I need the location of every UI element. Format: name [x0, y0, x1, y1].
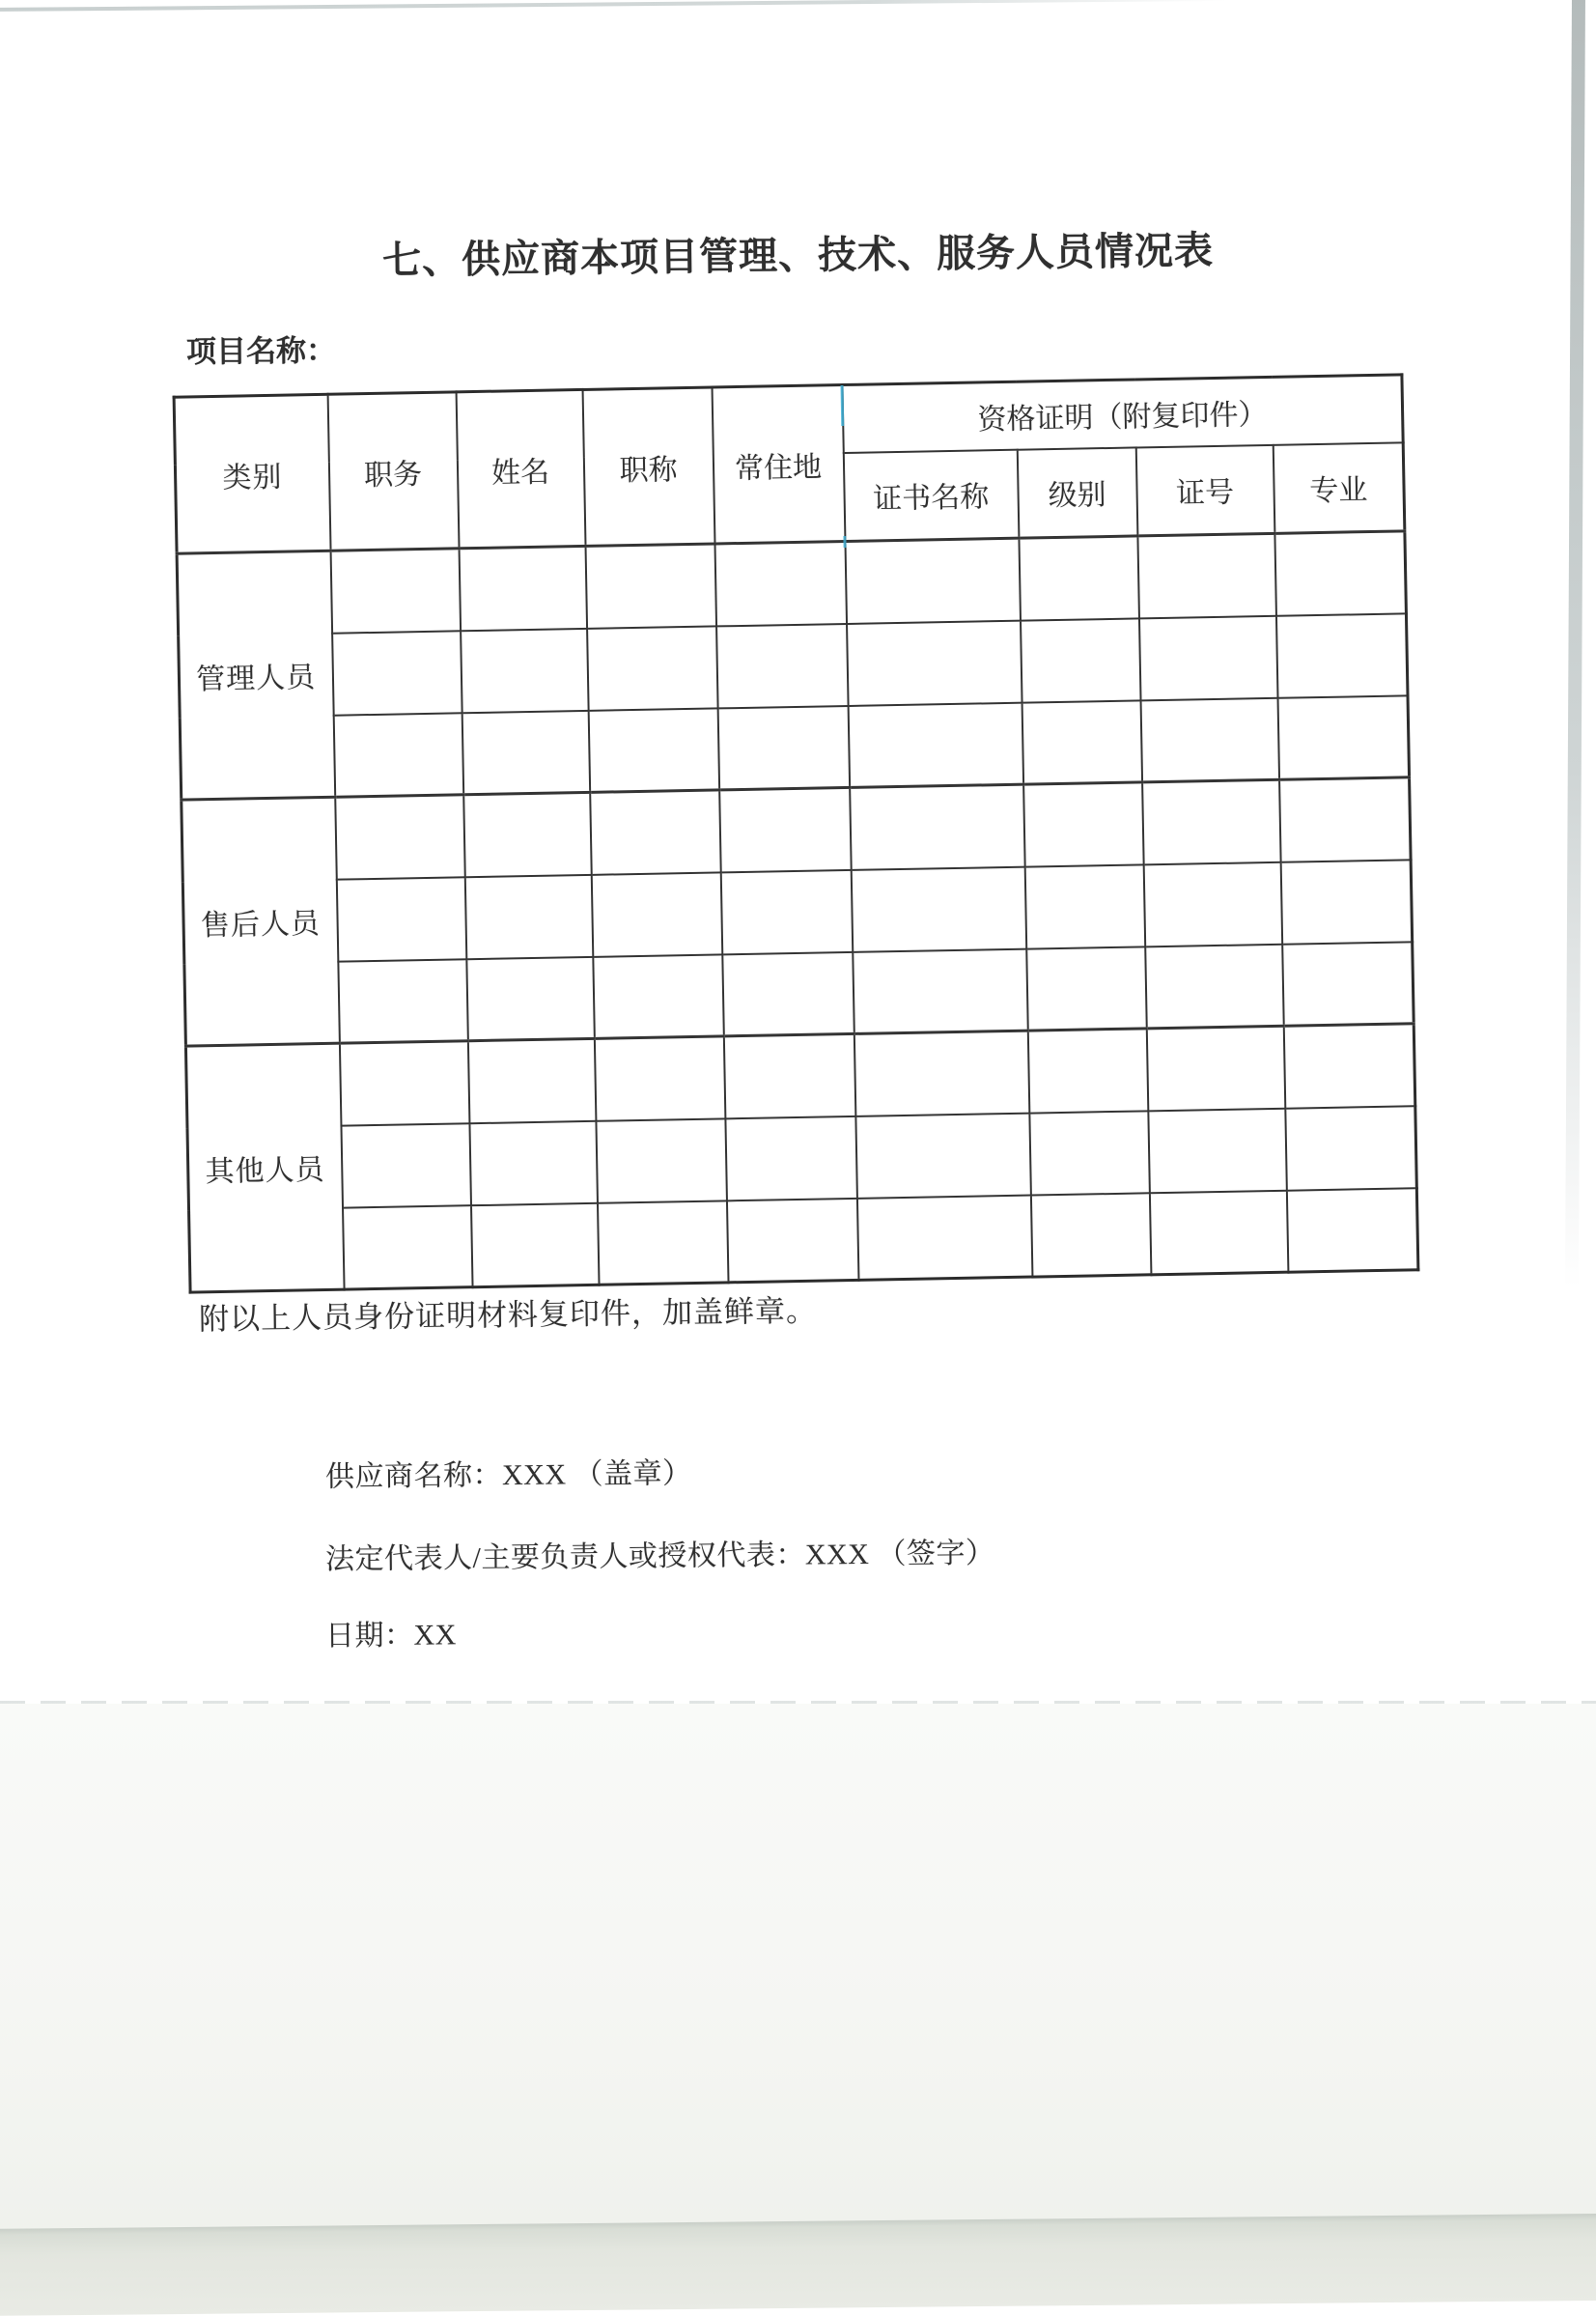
table-cell — [1140, 697, 1279, 782]
table-cell — [1143, 861, 1282, 946]
table-cell — [335, 795, 465, 879]
table-cell — [338, 959, 468, 1043]
col-header-cert-no: 证号 — [1135, 444, 1274, 536]
table-cell — [1277, 695, 1410, 779]
table-cell — [336, 877, 466, 961]
table-cell — [1023, 782, 1144, 866]
table-cell — [466, 956, 595, 1040]
table-cell — [461, 628, 589, 712]
table-cell — [588, 708, 719, 792]
table-cell — [847, 620, 1022, 705]
table-cell — [851, 866, 1026, 951]
scan-bottom-edge-band — [0, 2213, 1596, 2316]
table-cell — [719, 787, 852, 871]
table-cell — [1149, 1190, 1288, 1275]
table-cell — [593, 954, 724, 1038]
table-cell — [1145, 944, 1284, 1029]
col-header-qualification: 资格证明（附复印件） — [842, 375, 1403, 453]
col-header-category: 类别 — [174, 394, 330, 553]
scan-bottom-gray-area — [0, 1704, 1596, 2258]
row-group-label-management: 管理人员 — [177, 551, 335, 800]
supplier-name-line: 供应商名称：XXX （盖章） — [324, 1457, 692, 1493]
col-header-level: 级别 — [1017, 447, 1137, 538]
row-group-label-aftersales: 售后人员 — [182, 797, 340, 1046]
table-cell — [470, 1202, 599, 1286]
scan-right-edge-artifact — [1565, 0, 1585, 1288]
table-cell — [1286, 1188, 1418, 1272]
table-cell — [1280, 860, 1413, 944]
table-cell — [330, 549, 461, 633]
table-cell — [1275, 613, 1408, 697]
table-cell — [464, 874, 593, 958]
table-cell — [714, 541, 847, 625]
table-cell — [726, 1198, 858, 1282]
table-cell — [720, 869, 853, 953]
table-cell — [1146, 1026, 1285, 1111]
table-cell — [343, 1205, 473, 1289]
table-cell — [1020, 618, 1140, 702]
col-header-name: 姓名 — [456, 389, 585, 548]
table-cell — [462, 710, 590, 794]
table-note: 附以上人员身份证明材料复印件，加盖鲜章。 — [198, 1293, 818, 1337]
col-header-position: 职务 — [327, 392, 459, 551]
table-cell — [333, 713, 463, 797]
table-cell — [722, 951, 854, 1035]
table-cell — [469, 1120, 598, 1204]
table-cell — [1285, 1106, 1417, 1190]
personnel-table-wrap — [173, 373, 1417, 1293]
col-header-major: 专业 — [1273, 442, 1405, 533]
table-cell — [1274, 531, 1407, 615]
table-cell — [1137, 533, 1276, 618]
representative-line: 法定代表人/主要负责人或授权代表：XXX （签字） — [324, 1537, 995, 1576]
table-cell — [1029, 1111, 1150, 1195]
table-cell — [594, 1036, 725, 1120]
table-cell — [848, 702, 1023, 787]
table-cell — [1027, 1029, 1148, 1113]
row-group-label-other: 其他人员 — [185, 1043, 344, 1292]
table-cell — [332, 631, 462, 715]
table-cell — [591, 872, 722, 956]
scan-cyan-line-artifact-2 — [843, 536, 846, 548]
col-header-cert-name: 证书名称 — [843, 449, 1019, 541]
table-cell — [587, 626, 718, 710]
table-cell — [717, 705, 850, 789]
table-cell — [845, 538, 1021, 623]
table-cell — [1148, 1108, 1287, 1193]
table-cell — [1024, 864, 1145, 948]
table-cell — [1138, 615, 1277, 700]
table-cell — [856, 1195, 1032, 1280]
table-cell — [597, 1200, 728, 1285]
table-cell — [855, 1113, 1031, 1198]
table-cell — [339, 1041, 469, 1125]
table-cell — [725, 1116, 857, 1200]
table-cell — [1019, 536, 1139, 620]
table-cell — [341, 1123, 471, 1207]
table-cell — [459, 546, 587, 630]
table-cell — [1282, 942, 1414, 1026]
table-cell — [1283, 1024, 1415, 1108]
scan-fold-dashed-line — [0, 1701, 1596, 1704]
table-cell — [463, 792, 592, 876]
page-title: 七、供应商本项目管理、技术、服务人员情况表 — [381, 228, 1215, 283]
scan-top-edge-artifact — [0, 0, 1228, 12]
col-header-residence: 常住地 — [712, 385, 845, 544]
table-cell — [596, 1118, 727, 1202]
table-cell — [1022, 700, 1142, 784]
table-cell — [853, 948, 1028, 1033]
personnel-table — [173, 373, 1420, 1293]
table-cell — [1142, 779, 1281, 864]
table-cell — [590, 790, 721, 874]
table-cell — [850, 784, 1025, 869]
table-cell — [1030, 1193, 1151, 1277]
table-cell — [1279, 777, 1412, 861]
table-cell — [1026, 946, 1147, 1031]
table-cell — [723, 1033, 855, 1117]
table-cell — [585, 544, 716, 628]
date-line: 日期：XX — [324, 1619, 458, 1652]
col-header-title: 职称 — [582, 387, 714, 546]
project-name-label: 项目名称： — [185, 333, 337, 369]
table-cell — [854, 1031, 1029, 1116]
table-cell — [467, 1038, 596, 1122]
table-cell — [716, 623, 849, 707]
